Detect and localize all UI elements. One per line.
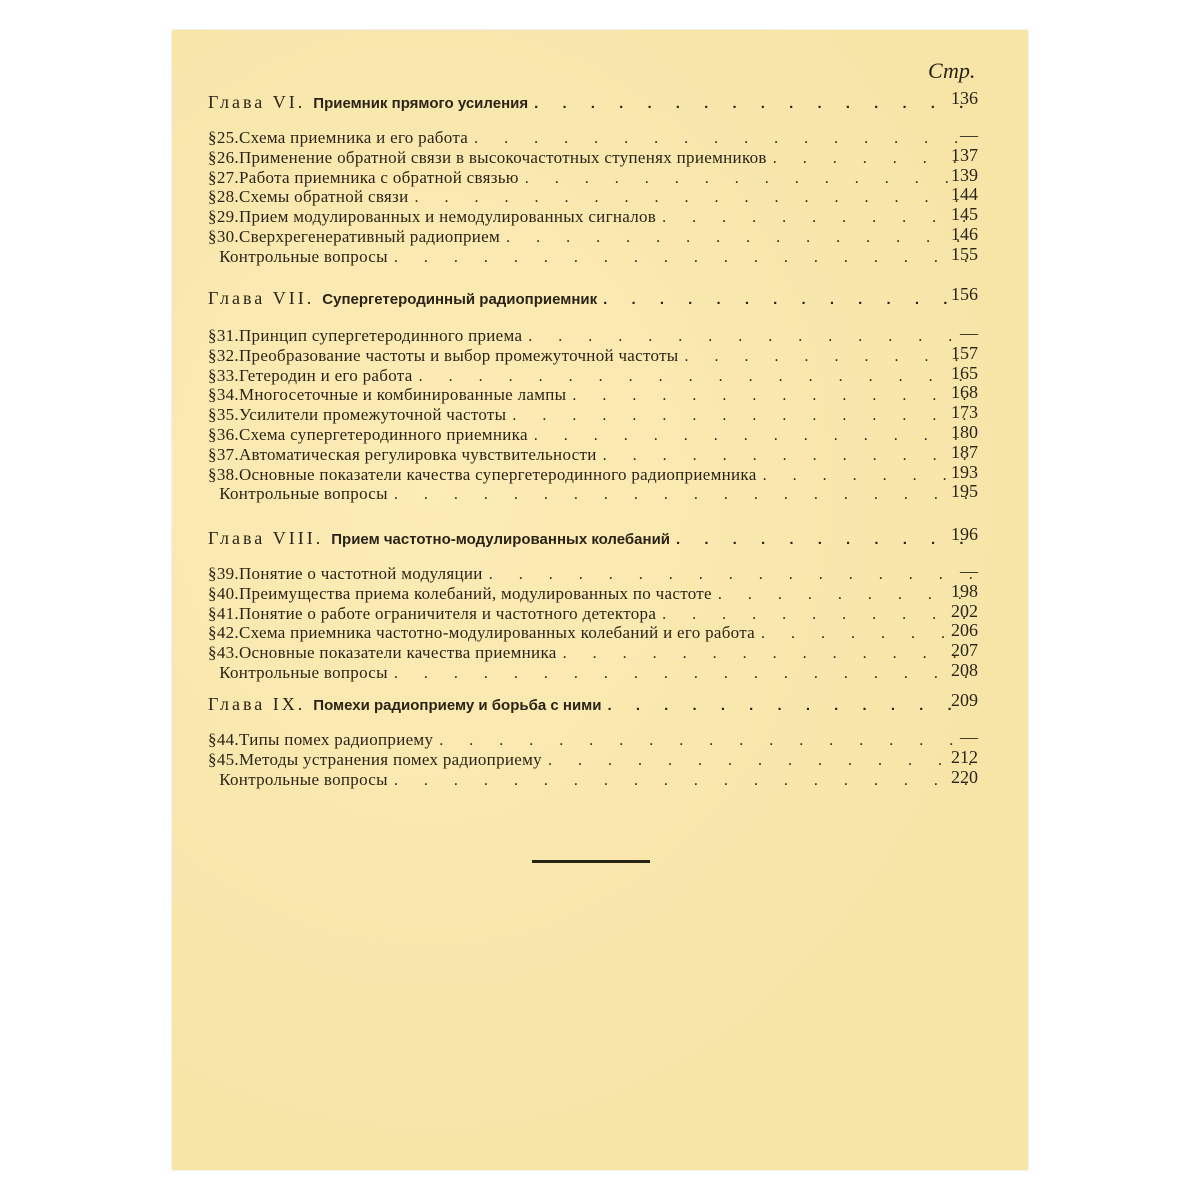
section-title: Принцип супергетеродинного приема bbox=[238, 326, 523, 345]
section-number: 26. bbox=[216, 147, 239, 167]
section-number: 40. bbox=[216, 583, 239, 603]
leader-dots bbox=[608, 697, 973, 714]
section-title: Прием модулированных и немодулированных сигналов bbox=[238, 207, 657, 227]
section-entry bbox=[208, 168, 978, 188]
section-entry bbox=[208, 385, 978, 405]
section-page-number: — bbox=[960, 727, 978, 747]
section-symbol: § bbox=[208, 147, 217, 167]
leader-dots bbox=[572, 387, 972, 405]
section-title: Работа приемника с обратной связью bbox=[238, 167, 519, 187]
section-number: 36. bbox=[216, 425, 239, 444]
leader-dots bbox=[394, 249, 972, 267]
leader-dots bbox=[512, 407, 972, 425]
section-symbol: § bbox=[208, 623, 217, 643]
section-page-number: 145 bbox=[951, 204, 978, 225]
section-number: 45. bbox=[216, 749, 239, 769]
section-page-number: 198 bbox=[951, 580, 978, 601]
leader-dots bbox=[534, 95, 972, 112]
section-symbol: § bbox=[208, 167, 217, 187]
section-page-number: 187 bbox=[951, 441, 978, 462]
section-title: Усилители промежуточной частоты bbox=[238, 405, 507, 425]
section-page-number: — bbox=[960, 561, 978, 581]
section-number: 31. bbox=[216, 326, 239, 345]
chapter-number: Глава VII. bbox=[208, 288, 315, 308]
chapter-title: Прием частотно-модулированных колебаний bbox=[331, 531, 671, 548]
section-entry bbox=[208, 584, 978, 604]
section-page-number: 206 bbox=[951, 620, 978, 641]
section-title: Типы помех радиоприему bbox=[238, 730, 434, 749]
section-page-number: 168 bbox=[951, 382, 978, 403]
leader-dots bbox=[419, 368, 972, 386]
page-column-label: Стр. bbox=[928, 58, 976, 83]
section-page-number: — bbox=[960, 323, 978, 343]
section-page-number: 155 bbox=[951, 243, 978, 264]
section-page-number: — bbox=[960, 125, 978, 145]
leader-dots bbox=[528, 328, 972, 346]
section-page-number: 146 bbox=[951, 224, 978, 244]
section-symbol: § bbox=[208, 730, 217, 749]
section-title: Контрольные вопросы bbox=[219, 663, 388, 682]
section-entry bbox=[208, 750, 978, 770]
section-symbol: § bbox=[208, 405, 217, 425]
leader-dots bbox=[506, 229, 972, 247]
section-title: Схемы обратной связи bbox=[238, 187, 409, 207]
section-title: Сверхрегенеративный радиоприем bbox=[238, 227, 501, 246]
review-questions-entry bbox=[208, 663, 978, 683]
section-entry bbox=[208, 366, 978, 386]
section-entry bbox=[208, 730, 978, 750]
section-symbol: § bbox=[208, 345, 217, 365]
leader-dots bbox=[489, 566, 972, 584]
section-title: Контрольные вопросы bbox=[219, 484, 388, 504]
section-title: Понятие о частотной модуляции bbox=[238, 564, 483, 583]
chapter-number: Глава VIII. bbox=[208, 528, 324, 548]
chapter-page-number: 156 bbox=[951, 284, 978, 304]
section-symbol: § bbox=[208, 385, 217, 405]
section-page-number: 139 bbox=[951, 164, 978, 185]
section-entry bbox=[208, 128, 978, 148]
section-number: 25. bbox=[216, 128, 239, 147]
section-number: 30. bbox=[216, 227, 239, 246]
chapter-page-number: 136 bbox=[951, 88, 978, 108]
section-number: 27. bbox=[216, 167, 239, 187]
section-number: 34. bbox=[216, 385, 239, 405]
section-entry bbox=[208, 604, 978, 624]
section-entry bbox=[208, 405, 978, 425]
book-page bbox=[172, 30, 1028, 1170]
section-number: 35. bbox=[216, 405, 239, 425]
section-entry bbox=[208, 227, 978, 247]
section-entry bbox=[208, 643, 978, 663]
section-symbol: § bbox=[208, 326, 217, 345]
chapter-number: Глава IX. bbox=[208, 694, 306, 714]
section-symbol: § bbox=[208, 643, 217, 663]
leader-dots bbox=[662, 606, 972, 624]
section-entry bbox=[208, 346, 978, 366]
section-page-number: 144 bbox=[951, 184, 978, 205]
section-number: 41. bbox=[216, 603, 239, 623]
section-number: 37. bbox=[216, 444, 239, 464]
review-questions-entry bbox=[208, 770, 978, 790]
chapter-heading bbox=[208, 288, 978, 309]
chapter-title: Супергетеродинный радиоприемник bbox=[322, 291, 598, 308]
section-title: Схема приемника и его работа bbox=[238, 128, 469, 147]
review-questions-entry bbox=[208, 484, 978, 504]
section-entry bbox=[208, 425, 978, 445]
end-rule bbox=[532, 860, 650, 863]
section-page-number: 220 bbox=[951, 766, 978, 787]
section-entry bbox=[208, 465, 978, 485]
chapter-page-number: 196 bbox=[951, 524, 978, 544]
section-number: 38. bbox=[216, 464, 239, 484]
section-number: 39. bbox=[216, 564, 239, 583]
section-page-number: 157 bbox=[951, 342, 978, 363]
chapter-title: Приемник прямого усиления bbox=[313, 95, 529, 112]
leader-dots bbox=[603, 447, 972, 465]
section-page-number: 207 bbox=[951, 640, 978, 661]
section-number: 44. bbox=[216, 730, 239, 749]
review-questions-entry bbox=[208, 247, 978, 267]
chapter-number: Глава VI. bbox=[208, 92, 306, 112]
section-symbol: § bbox=[208, 603, 217, 623]
leader-dots bbox=[563, 645, 972, 663]
section-symbol: § bbox=[208, 187, 217, 207]
section-title: Контрольные вопросы bbox=[219, 769, 388, 789]
section-number: 33. bbox=[216, 365, 239, 385]
chapter-page-number: 209 bbox=[951, 690, 978, 710]
section-title: Преобразование частоты и выбор промежуточной частоты bbox=[238, 345, 679, 365]
leader-dots bbox=[394, 665, 972, 683]
section-title: Схема супергетеродинного приемника bbox=[238, 425, 528, 444]
section-page-number: 202 bbox=[951, 600, 978, 621]
section-page-number: 180 bbox=[951, 422, 978, 442]
section-page-number: 208 bbox=[951, 660, 978, 680]
section-entry bbox=[208, 148, 978, 168]
section-page-number: 212 bbox=[951, 746, 978, 767]
leader-dots bbox=[439, 732, 972, 750]
section-number: 32. bbox=[216, 345, 239, 365]
section-symbol: § bbox=[208, 749, 217, 769]
section-page-number: 137 bbox=[951, 144, 978, 165]
chapter-heading bbox=[208, 694, 978, 715]
section-symbol: § bbox=[208, 128, 217, 147]
section-title: Схема приемника частотно-модулированных колебаний и его работа bbox=[238, 623, 756, 643]
section-title: Понятие о работе ограничителя и частотного детектора bbox=[238, 603, 657, 623]
section-page-number: 173 bbox=[951, 402, 978, 423]
section-number: 43. bbox=[216, 643, 239, 663]
chapter-heading bbox=[208, 92, 978, 113]
section-number: 28. bbox=[216, 187, 239, 207]
section-symbol: § bbox=[208, 425, 217, 444]
section-symbol: § bbox=[208, 464, 217, 484]
chapter-heading bbox=[208, 528, 978, 549]
leader-dots bbox=[548, 752, 972, 770]
section-page-number: 193 bbox=[951, 461, 978, 482]
leader-dots bbox=[534, 427, 972, 445]
section-entry bbox=[208, 564, 978, 584]
section-page-number: 165 bbox=[951, 362, 978, 383]
section-symbol: § bbox=[208, 583, 217, 603]
section-title: Контрольные вопросы bbox=[219, 246, 388, 266]
section-entry bbox=[208, 326, 978, 346]
section-number: 29. bbox=[216, 207, 239, 227]
section-title: Многосеточные и комбинированные лампы bbox=[238, 385, 567, 405]
leader-dots bbox=[394, 486, 972, 504]
section-symbol: § bbox=[208, 227, 217, 246]
section-title: Методы устранения помех радиоприему bbox=[238, 749, 542, 769]
section-entry bbox=[208, 623, 978, 643]
section-symbol: § bbox=[208, 207, 217, 227]
leader-dots bbox=[662, 209, 972, 227]
leader-dots bbox=[414, 189, 972, 207]
leader-dots bbox=[394, 772, 972, 790]
leader-dots bbox=[474, 130, 972, 148]
section-title: Основные показатели качества приемника bbox=[238, 643, 557, 663]
section-entry bbox=[208, 187, 978, 207]
section-title: Применение обратной связи в высокочастотных ступенях приемников bbox=[238, 147, 767, 167]
section-entry bbox=[208, 445, 978, 465]
section-number: 42. bbox=[216, 623, 239, 643]
section-title: Гетеродин и его работа bbox=[238, 365, 413, 385]
section-symbol: § bbox=[208, 444, 217, 464]
section-page-number: 195 bbox=[951, 481, 978, 502]
chapter-title: Помехи радиоприему и борьба с ними bbox=[313, 697, 602, 714]
leader-dots bbox=[603, 291, 972, 308]
section-symbol: § bbox=[208, 365, 217, 385]
section-title: Преимущества приема колебаний, модулированных по частоте bbox=[238, 583, 712, 603]
section-symbol: § bbox=[208, 564, 217, 583]
section-title: Основные показатели качества супергетеродинного радиоприемника bbox=[238, 464, 757, 484]
section-title: Автоматическая регулировка чувствительности bbox=[238, 444, 597, 464]
section-entry bbox=[208, 207, 978, 227]
leader-dots bbox=[525, 170, 972, 188]
